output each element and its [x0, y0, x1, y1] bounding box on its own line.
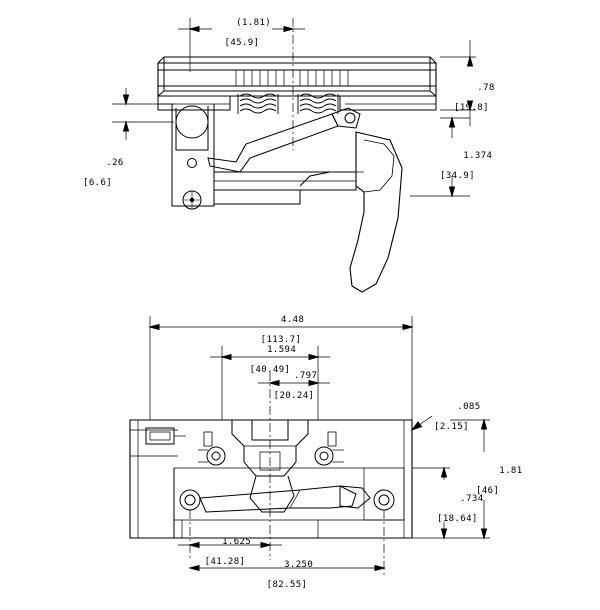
- dim-value-mm: [20.24]: [273, 391, 315, 401]
- dim-mount-hole-spacing-label: [190, 527, 260, 587]
- dim-value-mm: [19.8]: [454, 103, 489, 113]
- dim-value-mm: [82.55]: [266, 580, 308, 590]
- dim-value-inch: .797: [294, 371, 318, 381]
- dim-base-width-label: [252, 550, 322, 610]
- side-elevation-view: [112, 18, 476, 292]
- dim-value-inch: 1.81: [499, 466, 523, 476]
- dim-value-mm: [46]: [476, 486, 500, 496]
- dim-value-inch: 1.594: [267, 345, 297, 355]
- dim-value-inch: 1.374: [463, 151, 493, 161]
- dim-top-left-small-label: [83, 148, 131, 208]
- dim-top-overall-height-label: [440, 141, 500, 201]
- dim-value-mm: [18.64]: [437, 514, 478, 524]
- dim-value-inch: 3.250: [284, 560, 314, 570]
- dim-value-inch: 4.48: [281, 315, 305, 325]
- dim-value-inch: .734: [460, 494, 484, 504]
- dim-value-inch: 1.625: [222, 537, 252, 547]
- dim-overall-height-label: [476, 456, 523, 516]
- dim-value-mm: [6.6]: [83, 178, 113, 188]
- dim-value-inch: (1.81): [236, 18, 272, 28]
- dim-value-inch: .26: [106, 158, 124, 168]
- dim-value-inch: .085: [457, 402, 481, 412]
- dim-value-mm: [40.49]: [249, 365, 291, 375]
- dim-top-width-label: [207, 8, 277, 68]
- dim-value-mm: [34.9]: [440, 171, 475, 181]
- dim-top-right-height-label: [454, 73, 506, 133]
- dim-value-mm: [41.28]: [204, 557, 246, 567]
- dim-thickness-label: [434, 392, 488, 452]
- dim-value-mm: [2.15]: [434, 422, 469, 432]
- dim-value-inch: .78: [477, 83, 495, 93]
- dim-value-mm: [113.7]: [260, 335, 302, 345]
- dim-value-mm: [45.9]: [224, 38, 260, 48]
- dim-inner-width-label: [259, 361, 329, 421]
